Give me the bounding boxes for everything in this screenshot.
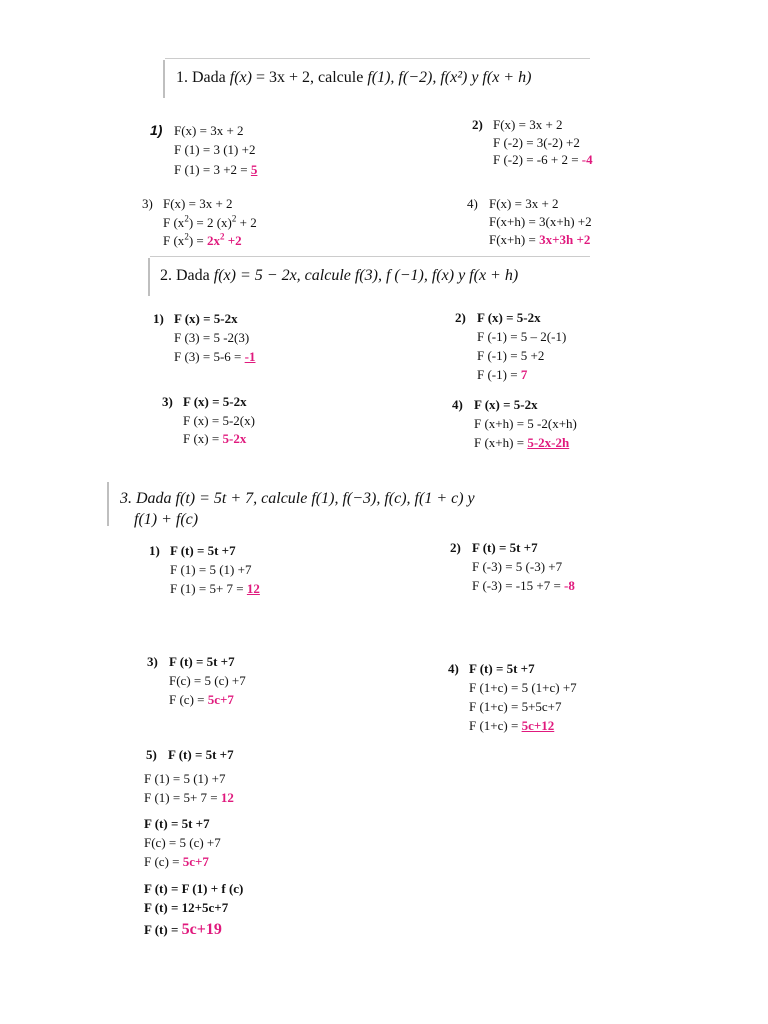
p2-s1-num: 1) [153,311,164,326]
p3-s5-c3-text: F (t) = [144,922,182,937]
p3-s4-line3: F (1+c) = 5+5c+7 [469,699,562,714]
p2-s3-line3-text: F (x) = [183,431,223,446]
problem-1-lead: 1. Dada [176,69,226,86]
p3-s5-c3 [144,920,222,940]
header-bar-2 [148,258,150,296]
p3-s5-c3-answer: 5c+19 [181,921,222,938]
p2-s1-line3 [174,349,255,365]
p2-s2-line4 [477,367,527,383]
p1-s3-answer-a: 2x [206,233,220,248]
p3-s5-b3-answer: 5c+7 [182,854,209,869]
p3-s1-answer: 12 [246,581,260,596]
problem-2-lead: 2. Dada [160,267,210,284]
p1-s3-line2 [163,215,257,231]
problem-1-fx: f [229,69,235,86]
p3-s5-b3-text: F (c) = [144,854,183,869]
header-rule-2 [150,256,590,257]
p3-s5-a1: F (1) = 5 (1) +7 [144,771,226,786]
p1-s4-line1: F(x) = 3x + 2 [489,196,559,211]
problem-1-expr: = 3x + 2, calcule [251,69,368,86]
p1-s1-line3-text: F (1) = 3 +2 = [174,162,251,177]
p2-s3-num: 3) [162,394,173,409]
p2-s2-answer: 7 [520,367,528,382]
header-rule-1 [165,58,590,59]
p2-s3-answer: 5-2x [222,431,247,446]
p3-s2-num: 2) [450,540,461,555]
p1-s3-line3-a: F (x [163,233,185,248]
p1-s4-line3-text: F(x+h) = [489,232,540,247]
p1-s4-line2: F(x+h) = 3(x+h) +2 [489,214,592,229]
p3-s3-line3 [169,692,234,708]
p2-s2-line1: F (x) = 5-2x [477,310,541,325]
p3-s2-line1: F (t) = 5t +7 [472,540,538,555]
p3-s4-answer: 5c+12 [521,718,555,733]
p3-s3-line3-text: F (c) = [169,692,208,707]
p3-s5-b2: F(c) = 5 (c) +7 [144,835,221,850]
p1-s2-line3-text: F (-2) = -6 + 2 = [493,152,582,167]
p1-s3-sup-2: 2 [231,213,237,224]
p3-s4-line4 [469,718,554,734]
p3-s2-line3 [472,578,575,594]
p1-s2-line3 [493,152,593,168]
p1-s2-line2: F (-2) = 3(-2) +2 [493,135,580,150]
p3-s4-line2: F (1+c) = 5 (1+c) +7 [469,680,577,695]
p1-s3-sup-1: 2 [184,213,189,224]
p3-s1-line3-text: F (1) = 5+ 7 = [170,581,247,596]
p3-s1-line2: F (1) = 5 (1) +7 [170,562,252,577]
p3-s4-line1: F (t) = 5t +7 [469,661,535,676]
p1-s3-line1: F(x) = 3x + 2 [163,196,233,211]
p2-s1-line1: F (x) = 5-2x [174,311,238,326]
p1-s3-sup-3: 2 [184,231,189,242]
header-bar-1 [163,60,165,98]
problem-3-title-line1 [120,489,475,509]
p2-s4-num: 4) [452,397,463,412]
p1-s3-answer-b: +2 [224,233,242,248]
problem-2-rest: f(x) = 5 − 2x, calcule f(3), f (−1), f(x) y f(x + h) [213,267,519,284]
p1-s3-answer-sup: 2 [219,231,225,242]
p3-s5-a2 [144,790,234,806]
p3-s5-num: 5) [146,747,157,762]
problem-1-title [176,68,531,88]
problem-1-calls: f(1), f(−2), f(x²) y f(x + h) [367,69,532,86]
p2-s3-line2: F (x) = 5-2(x) [183,413,255,428]
p1-s3-num: 3) [142,196,153,211]
p1-s2-line1: F(x) = 3x + 2 [493,117,563,132]
p2-s4-line1: F (x) = 5-2x [474,397,538,412]
problem-1-var: (x) [234,69,252,86]
p2-s2-line3: F (-1) = 5 +2 [477,348,545,363]
p2-s1-answer: -1 [244,349,256,364]
p3-s2-line2: F (-3) = 5 (-3) +7 [472,559,563,574]
p3-s3-num: 3) [147,654,158,669]
p1-s3-line2-a: F (x [163,215,185,230]
p1-s4-line3 [489,232,590,248]
p3-s3-line1: F (t) = 5t +7 [169,654,235,669]
p1-s3-answer [207,233,242,248]
p3-s2-answer: -8 [564,578,575,593]
problem-3-title-text: 3. Dada f(t) = 5t + 7, calcule f(1), f(−3), f(c), f(1 + c) y [120,490,475,507]
p2-s4-line3 [474,435,569,451]
p3-s2-line3-text: F (-3) = -15 +7 = [472,578,565,593]
p3-s1-line1: F (t) = 5t +7 [170,543,236,558]
p3-s5-a2-text: F (1) = 5+ 7 = [144,790,221,805]
p2-s4-line2: F (x+h) = 5 -2(x+h) [474,416,577,431]
p3-s4-line4-text: F (1+c) = [469,718,522,733]
p2-s3-line1: F (x) = 5-2x [183,394,247,409]
p2-s2-line2: F (-1) = 5 – 2(-1) [477,329,567,344]
p2-s1-line2: F (3) = 5 -2(3) [174,330,250,345]
p1-s3-line2-c: + 2 [236,215,257,230]
p3-s5-b3 [144,854,209,870]
p1-s4-answer: 3x+3h +2 [539,232,591,247]
p3-s3-line2: F(c) = 5 (c) +7 [169,673,246,688]
p1-s1-line2: F (1) = 3 (1) +2 [174,142,256,157]
p3-s5-a2-answer: 12 [220,790,234,805]
p2-s3-line3 [183,431,246,447]
p3-s5-line1: F (t) = 5t +7 [168,747,234,762]
p2-s2-line4-text: F (-1) = [477,367,521,382]
p2-s4-answer: 5-2x-2h [527,435,570,450]
p3-s3-answer: 5c+7 [207,692,234,707]
p1-s3-line3 [163,233,242,249]
p3-s5-c1: F (t) = F (1) + f (c) [144,881,244,896]
header-bar-3 [107,482,109,526]
p1-s4-num: 4) [467,196,478,211]
p1-s3-line3-b: ) = [188,233,207,248]
p2-s1-line3-text: F (3) = 5-6 = [174,349,245,364]
p3-s1-line3 [170,581,260,597]
p1-s2-answer: -4 [581,152,593,167]
p1-s1-line1: F(x) = 3x + 2 [174,123,244,138]
problem-3-title-line2: f(1) + f(c) [134,511,199,528]
p3-s5-b1: F (t) = 5t +7 [144,816,210,831]
p2-s2-num: 2) [455,310,466,325]
p1-s2-num: 2) [472,117,483,132]
p1-s1-answer: 5 [250,162,258,177]
p1-s3-line2-b: ) = 2 (x) [188,215,232,230]
p3-s5-c2: F (t) = 12+5c+7 [144,900,229,915]
problem-2-title [160,266,518,286]
p3-s1-num: 1) [149,543,160,558]
p3-s4-num: 4) [448,661,459,676]
p1-s1-line3 [174,162,257,178]
p2-s4-line3-text: F (x+h) = [474,435,528,450]
p1-s1-num: 1) [150,122,163,138]
